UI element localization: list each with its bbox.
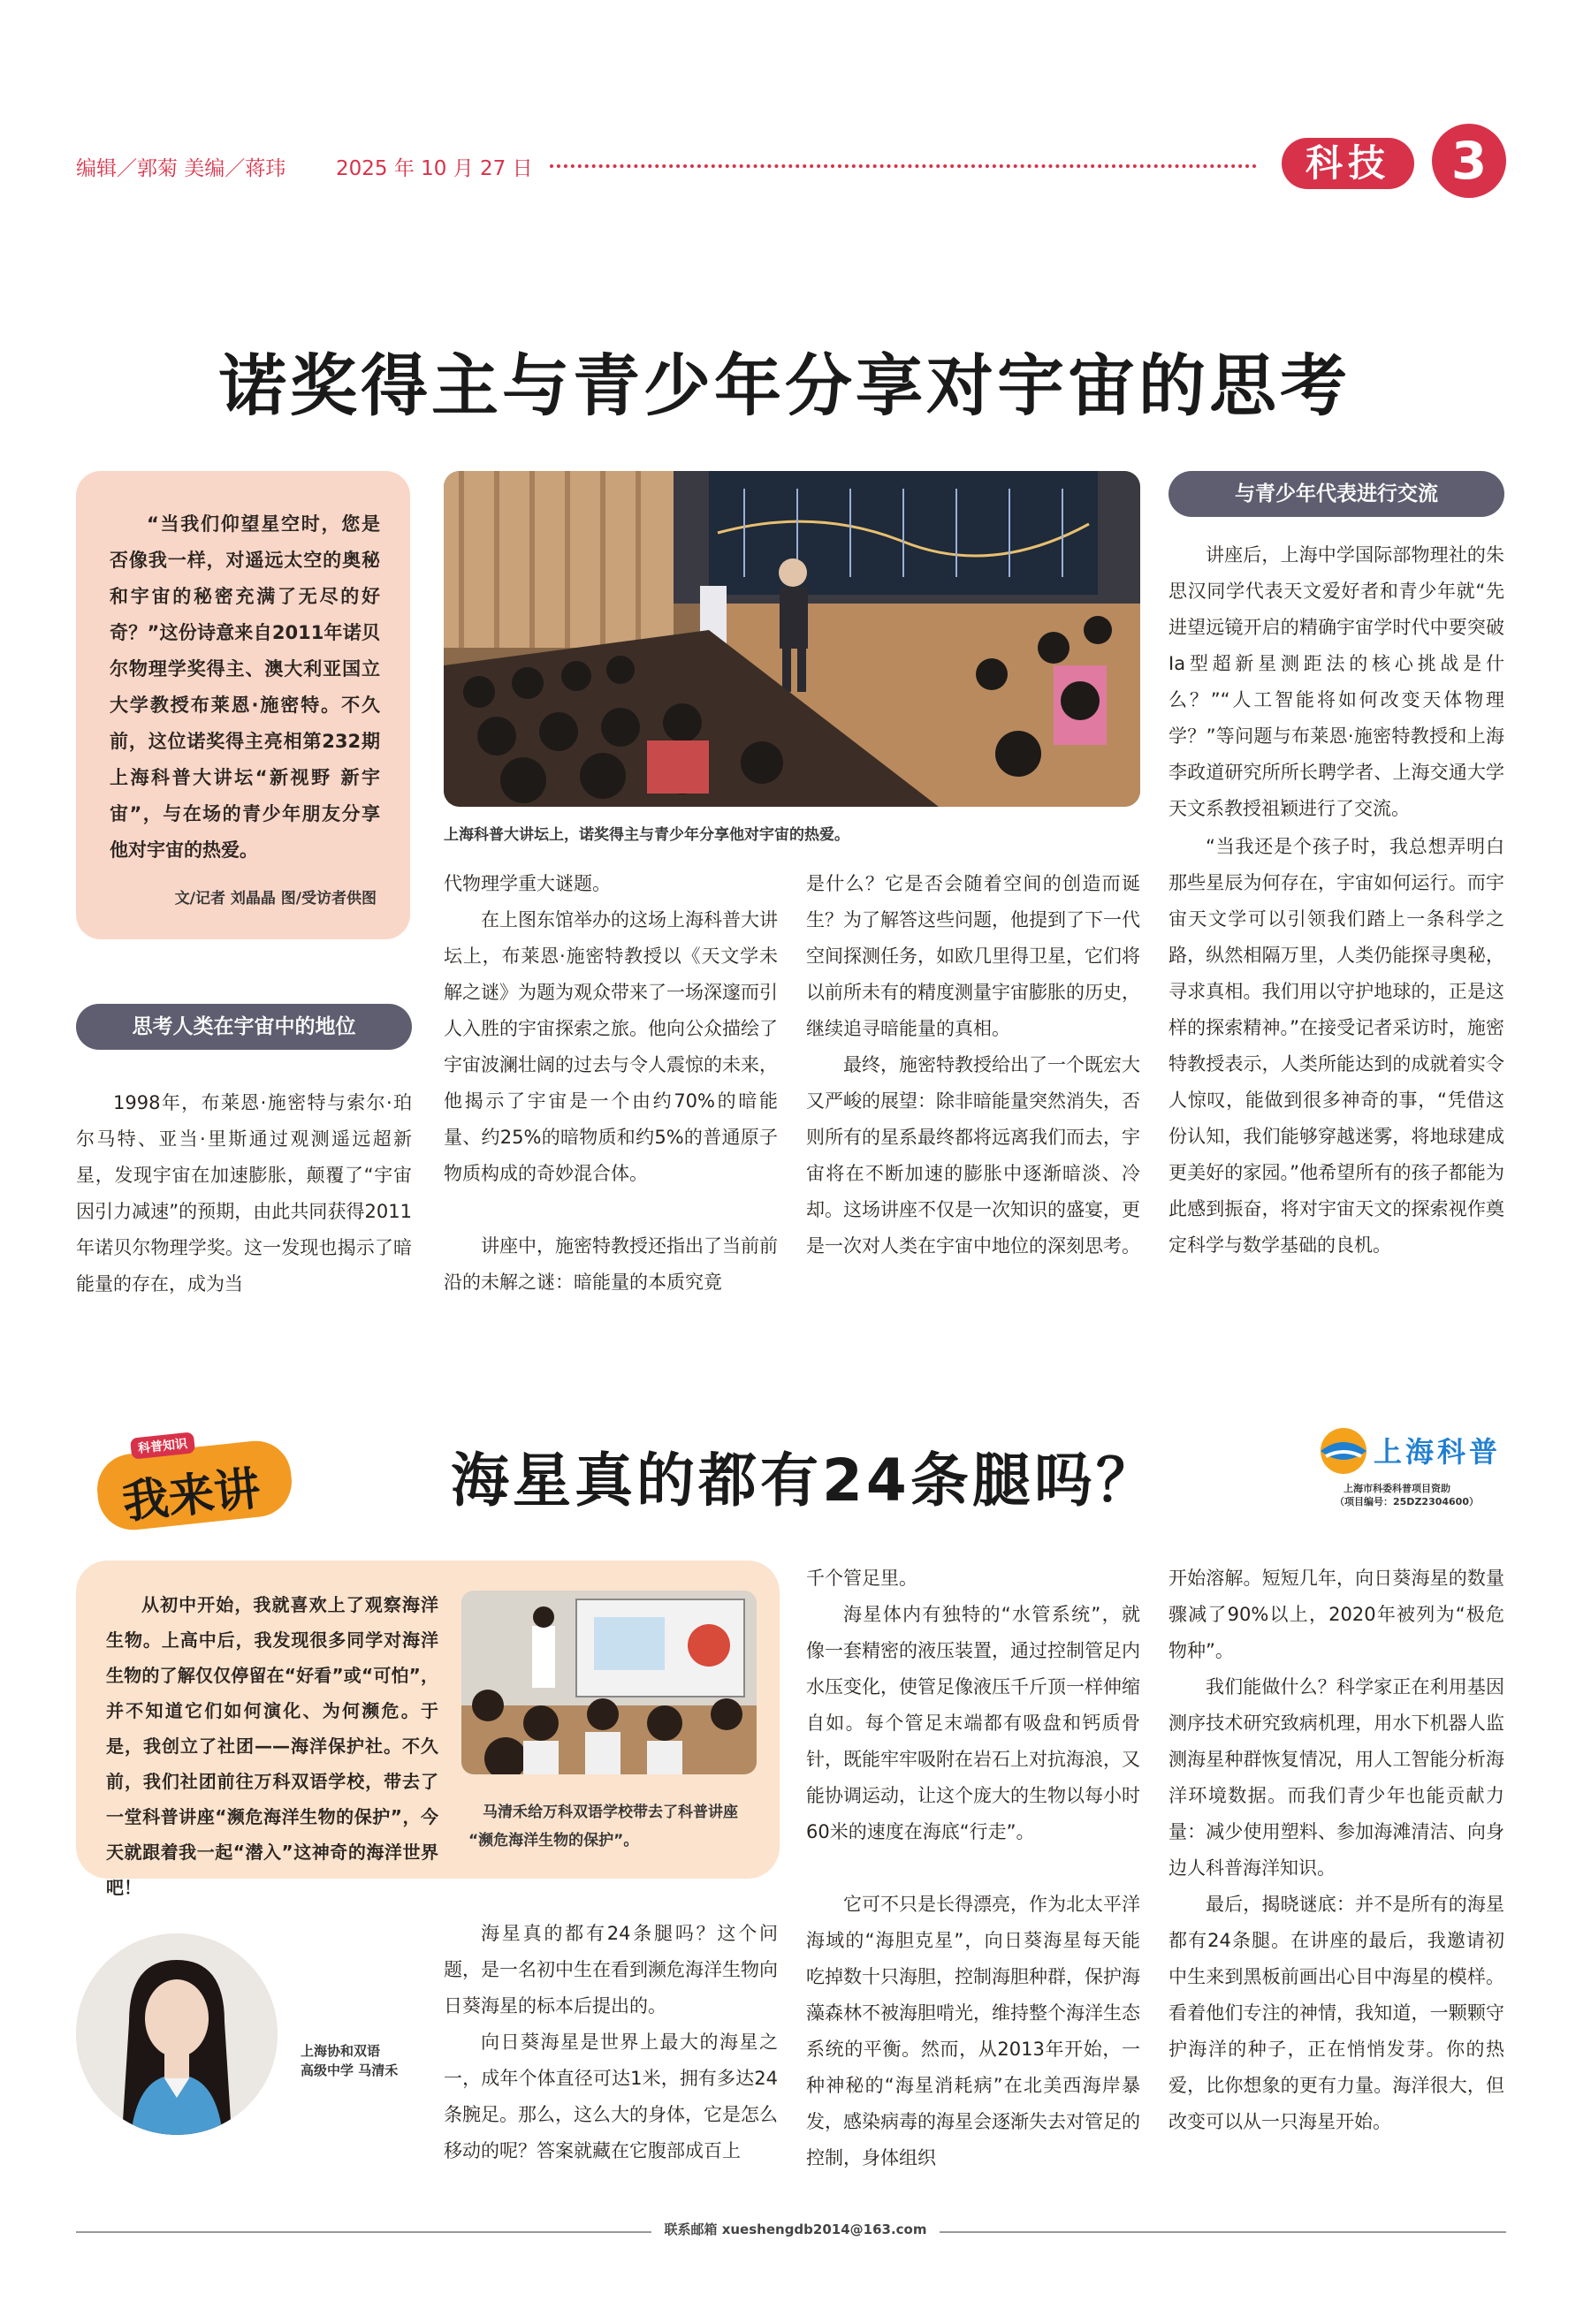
article1-col2-paragraph-1: 在上图东馆举办的这场上海科普大讲坛上，布莱恩·施密特教授以《天文学未解之谜》为题为观众带来了一场深邃而引人入胜的宇宙探索之旅。他向公众描绘了宇宙波澜壮阔的过去与令人震惊的未来，他揭示了宇宙是一个由约70%的暗能量、约25%的暗物质和约5%的普通原子物质构成的奇妙混合体。 — [444, 909, 778, 1184]
article1-col3-paragraph-1: 是什么？它是否会随着空间的创造而诞生？为了解答这些问题，他提到了下一代空间探测任务，如欧几里得卫星，它们将以前所未有的精度测量宇宙膨胀的历史，继续追寻暗能量的真相。 — [806, 873, 1140, 1039]
article2-col4-paragraph-2: 最后，揭晓谜底：并不是所有的海星都有24条腿。在讲座的最后，我邀请初中生来到黑板前画出心目中海星的模样。看着他们专注的神情，我知道，一颗颗守护海洋的种子，正在悄悄发芽。你的热爱，比你想象的更有力量。海洋很大，但改变可以从一只海星开始。 — [1169, 1894, 1504, 2132]
kepu-logo-icon — [1317, 1424, 1370, 1477]
kepu-funding-line: 上海市科委科普项目资助 — [1344, 1483, 1450, 1494]
article1-intro-box — [76, 471, 410, 939]
column-badge — [97, 1430, 292, 1530]
article2-intro-text: 从初中开始，我就喜欢上了观察海洋生物。上高中后，我发现很多同学对海洋生物的了解仅仅停留在“好看”或“可怕”，并不知道它们如何演化、为何濒危。于是，我创立了社团——海洋保护社。不久前，我们社团前往万科双语学校，带去了一堂科普讲座“濒危海洋生物的保护”，今天就跟着我一起“潜入”这神奇的海洋世界吧！ — [106, 1594, 438, 1898]
article1-lecture-photo — [444, 471, 1140, 807]
article2-intro-box — [76, 1561, 780, 1898]
article1-byline: 文/记者 刘晶晶 图/受访者供图 — [174, 890, 377, 908]
lecture-photo-illustration — [444, 471, 1140, 807]
article1-col4-paragraph-2: “当我还是个孩子时，我总想弄明白那些星辰为何存在，宇宙如何运行。而宇宙天文学可以引领我们踏上一条科学之路，纵然相隔万里，人类仍能探寻奥秘，寻求真相。我们用以守护地球的，正是这样的探索精神。”在接受记者采访时，施密特教授表示，人类所能达到的成就着实令人惊叹，能做到很多神奇的事，“凭借这份认知，我们能够穿越迷雾，将地球建成更美好的家园。”他希望所有的孩子都能为此感到振奋，将对宇宙天文的探索视作奠定科学与数学基础的良机。 — [1169, 836, 1504, 1256]
article1-subhead-1: 思考人类在宇宙中的地位 — [76, 1004, 412, 1050]
article2-classroom-photo — [461, 1591, 757, 1774]
article2-col3-continuation: 千个管足里。 — [806, 1568, 917, 1589]
kepu-project-number: （项目编号：25DZ2304600） — [1335, 1496, 1479, 1508]
article1-col1-paragraph: 1998年，布莱恩·施密特与索尔·珀尔马特、亚当·里斯通过观测遥远超新星，发现宇宙在加速膨胀，颠覆了“宇宙因引力减速”的预期，由此共同获得2011年诺贝尔物理学奖。这一发现也揭示了暗能量的存在，成为当 — [76, 1092, 412, 1295]
editor-credits: 编辑／郭菊 美编／蒋玮 — [76, 157, 286, 180]
article2-col2-paragraph-1: 海星真的都有24条腿吗？这个问题，是一名初中生在看到濒危海洋生物向日葵海星的标本后提出的。 — [444, 1923, 778, 2016]
author-portrait-illustration — [76, 1933, 278, 2135]
article2-col4-paragraph-1: 我们能做什么？科学家正在利用基因测序技术研究致病机理，用水下机器人监测海星种群恢复情况，用人工智能分析海洋环境数据。而我们青少年也能贡献力量：减少使用塑料、参加海滩清洁、向身边人科普海洋知识。 — [1169, 1676, 1504, 1879]
badge-small-label: 科普知识 — [130, 1432, 195, 1459]
article2-col2-paragraph-2: 向日葵海星是世界上最大的海星之一，成年个体直径可达1米，拥有多达24条腕足。那么，这么大的身体，它是怎么移动的呢？答案就藏在它腹部成百上 — [444, 2032, 778, 2161]
shanghai-kepu-logo — [1317, 1424, 1511, 1508]
article1-intro-text: “当我们仰望星空时，您是否像我一样，对遥远太空的奥秘和宇宙的秘密充满了无尽的好奇？”这份诗意来自2011年诺贝尔物理学奖得主、澳大利亚国立大学教授布莱恩·施密特。不久前，这位诺奖得主亮相第232期上海科普大讲坛“新视野 新宇宙”，与在场的青少年朋友分享他对宇宙的热爱。 — [110, 513, 380, 861]
classroom-photo-illustration — [461, 1591, 757, 1774]
section-label: 科技 — [1282, 138, 1414, 189]
page-number: 3 — [1432, 124, 1506, 198]
article1-col2-continuation: 代物理学重大谜题。 — [444, 873, 611, 894]
article2-col3-paragraph-1: 海星体内有独特的“水管系统”，就像一套精密的液压装置，通过控制管足内水压变化，使管足像液压千斤顶一样伸缩自如。每个管足末端都有吸盘和钙质骨针，既能牢牢吸附在岩石上对抗海浪，又能协调运动，让这个庞大的生物以每小时60米的速度在海底“行走”。 — [806, 1604, 1140, 1842]
article2-col3-paragraph-2: 它可不只是长得漂亮，作为北太平洋海域的“海胆克星”，向日葵海星每天能吃掉数十只海胆，控制海胆种群，保护海藻森林不被海胆啃光，维持整个海洋生态系统的平衡。然而，从2013年开始，一种神秘的“海星消耗病”在北美西海岸暴发，感染病毒的海星会逐渐失去对管足的控制，身体组织 — [806, 1894, 1140, 2168]
article1-col3-paragraph-2: 最终，施密特教授给出了一个既宏大又严峻的展望：除非暗能量突然消失，否则所有的星系最终都将远离我们而去，宇宙将在不断加速的膨胀中逐渐暗淡、冷却。这场讲座不仅是一次知识的盛宴，更是一次对人类在宇宙中地位的深刻思考。 — [806, 1054, 1140, 1257]
header-dotted-rule — [550, 164, 1257, 168]
author-school: 上海协和双语 — [301, 2043, 381, 2059]
article1-col4-paragraph-1: 讲座后，上海中学国际部物理社的朱思汉同学代表天文爱好者和青少年就“先进望远镜开启的精确宇宙学时代中要突破Ia型超新星测距法的核心挑战是什么？”“人工智能将如何改变天体物理学？”等问题与布莱恩·施密特教授和上海李政道研究所所长聘学者、上海交通大学天文系教授祖颖进行了交流。 — [1169, 544, 1504, 819]
article1-col2-paragraph-2: 讲座中，施密特教授还指出了当前前沿的未解之谜：暗能量的本质究竟 — [444, 1235, 778, 1293]
footer-email: 联系邮箱 xueshengdb2014@163.com — [651, 2221, 939, 2237]
author-portrait — [76, 1933, 278, 2135]
article1-title: 诺奖得主与青少年分享对宇宙的思考 — [219, 346, 1351, 425]
article1-subhead-2: 与青少年代表进行交流 — [1169, 471, 1504, 517]
issue-date: 2025 年 10 月 27 日 — [336, 157, 533, 180]
article2-col4-continuation: 开始溶解。短短几年，向日葵海星的数量骤减了90%以上，2020年被列为“极危物种”。 — [1169, 1568, 1504, 1661]
article2-photo-caption-1: 马清禾给万科双语学校带去了科普讲座 — [483, 1804, 738, 1821]
article2-photo-caption-2: “濒危海洋生物的保护”。 — [468, 1832, 639, 1849]
article1-photo-caption: 上海科普大讲坛上，诺奖得主与青少年分享他对宇宙的热爱。 — [444, 826, 849, 844]
kepu-logo-text: 上海科普 — [1374, 1435, 1502, 1469]
author-name: 高级中学 马清禾 — [301, 2062, 399, 2078]
article2-title: 海星真的都有24条腿吗？ — [451, 1447, 1158, 1515]
badge-big-label: 我来讲 — [119, 1462, 263, 1530]
footer-email-wrap — [0, 2220, 1591, 2238]
